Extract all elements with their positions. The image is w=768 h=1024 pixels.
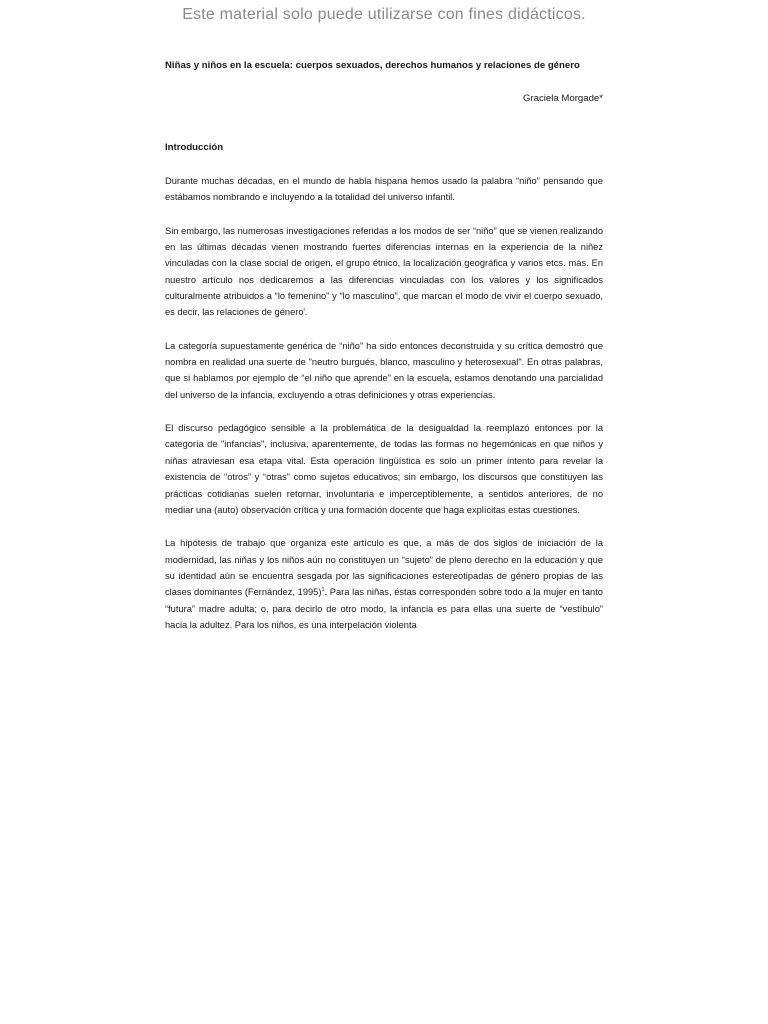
paragraph-5 xyxy=(165,535,603,633)
section-heading-introduccion: Introducción xyxy=(165,142,224,153)
author-name: Graciela Morgade* xyxy=(523,93,603,104)
paragraph-5-continued: . Para las niñas, éstas corresponden sobre todo a la mujer en tanto “futura” madre adulta; o, para decirlo de otro modo, la infancia es para ellas una suerte de “vestíbulo” hacia la adultez. Para los niños, es una interpelación violenta xyxy=(165,587,603,630)
paragraph-1-text: Durante muchas décadas, en el mundo de habla hispana hemos usado la palabra “niño” pensando que estábamos nombrando e incluyendo a la totalidad del universo infantil. xyxy=(165,176,603,203)
paragraph-4-text: El discurso pedagógico sensible a la problemática de la desigualdad la reemplazó entonces por la categoría de "infancias", inclusiva, aparentemente, de todas las formas no hegemónicas en que niños y niñas atraviesan esa etapa vital. Esta operación lingüística es solo un primer intento para revelar la existencia de “otros” y “otras” como sujetos educativos; sin embargo, los discursos que constituyen las prácticas cotidianas suelen retornar, involuntaria e imperceptiblemente, a sentidos anteriores, de no mediar una (auto) observación crítica y una formación docente que haga explícitas estas cuestiones. xyxy=(165,423,603,515)
document-page xyxy=(165,58,603,633)
paragraph-3-text: La categoría supuestamente genérica de “niño” ha sido entonces deconstruida y su crítica demostró que nombra en realidad una suerte de "neutro burgués, blanco, masculino y heterosexual". En otras palabras, que si hablamos por ejemplo de “el niño que aprende” en la escuela, estamos denotando una parcialidad del universo de la infancia, excluyendo a otras definiciones y otras experiencias. xyxy=(165,340,603,400)
paragraph-2-text: Sin embargo, las numerosas investigaciones referidas a los modos de ser “niño” que se vienen realizando en las últimas décadas vienen mostrando fuertes diferencias internas en la experiencia de la niñez vinculadas con la clase social de origen, el grupo étnico, la localización geográfica y varios etcs. más. En nuestro artículo nos dedicaremos a las diferencias vinculadas con los valores y los significados culturalmente atribuidos a “lo femenino” y “lo masculino”, que marcan el modo de vivir el cuerpo sexuado, es decir, las relaciones de género xyxy=(165,225,603,318)
sentence-end: . xyxy=(304,307,308,318)
paragraph-2 xyxy=(165,223,603,321)
footnote-mark: 1 xyxy=(321,587,325,594)
footnote-mark: i xyxy=(303,307,305,314)
paragraph-1 xyxy=(165,173,603,206)
paragraph-4 xyxy=(165,420,603,518)
paragraph-3 xyxy=(165,338,603,403)
document-title: Niñas y niños en la escuela: cuerpos sexuados, derechos humanos y relaciones de género xyxy=(165,60,580,71)
paragraph-5-text: La hipótesis de trabajo que organiza este artículo es que, a más de dos siglos de iniciación de la modernidad, las niñas y los niños aún no constituyen un “sujeto” de pleno derecho en la educación y que su identidad aún se encuentra sesgada por las significaciones estereotipadas de género propias de las clases dominantes (Fernández, 1995) xyxy=(165,538,603,598)
watermark: Este material solo puede utilizarse con fines didácticos. xyxy=(182,6,586,23)
